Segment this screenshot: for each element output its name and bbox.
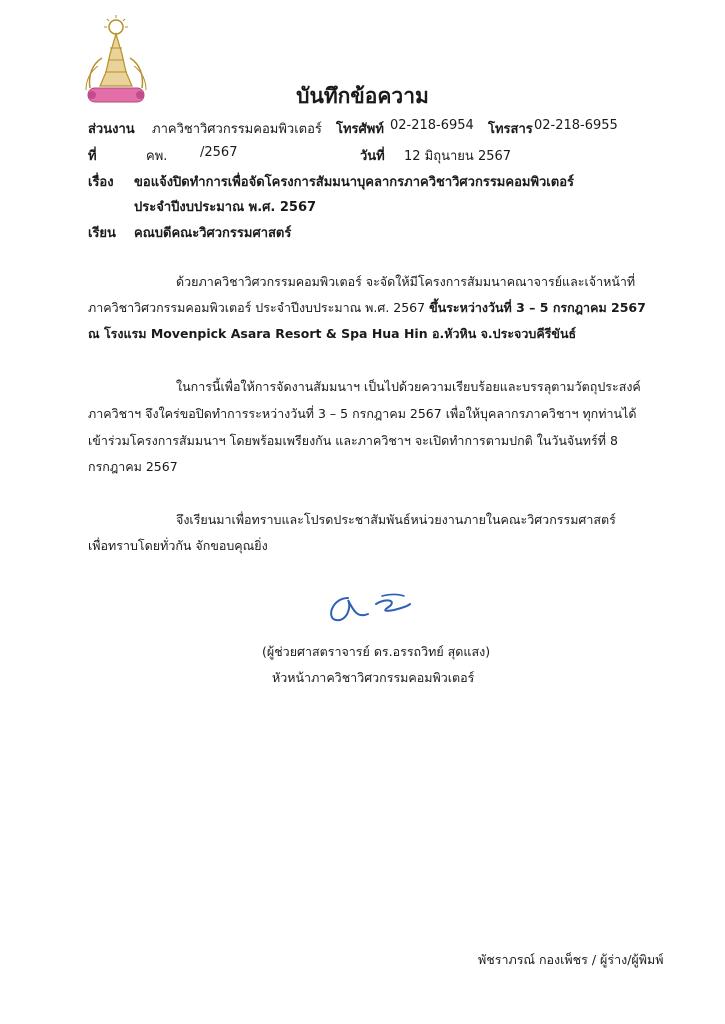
fax-value: 02-218-6955: [534, 118, 618, 133]
paragraph-2-line-3: เข้าร่วมโครงการสัมมนาฯ โดยพร้อมเพรียงกัน และภาควิชาฯ จะเปิดทำการตามปกติ ในวันจันทร์ที่ 8: [88, 433, 618, 448]
signature-icon: [318, 588, 418, 630]
fax-label: โทรสาร: [488, 122, 533, 137]
subject-line-2: ประจำปีงบประมาณ พ.ศ. 2567: [134, 200, 317, 215]
paragraph-3-line-2: เพื่อทราบโดยทั่วกัน จักขอบคุณยิ่ง: [88, 538, 268, 553]
paragraph-2-line-1: ในการนี้เพื่อให้การจัดงานสัมมนาฯ เป็นไปด้วยความเรียบร้อยและบรรลุตามวัตถุประสงค์: [176, 379, 641, 394]
reference-number: /2567: [200, 145, 238, 160]
department-value: ภาควิชาวิศวกรรมคอมพิวเตอร์: [152, 122, 322, 137]
paragraph-1-line-2: [88, 298, 646, 318]
date-value: 12 มิถุนายน 2567: [404, 149, 512, 164]
department-label: ส่วนงาน: [88, 122, 135, 137]
recipient-value: คณบดีคณะวิศวกรรมศาสตร์: [134, 226, 292, 241]
paragraph-1-line-2-text: ภาควิชาวิศวกรรมคอมพิวเตอร์ ประจำปีงบประมาณ พ.ศ. 2567: [88, 300, 430, 315]
paragraph-1-line-1: ด้วยภาควิชาวิศวกรรมคอมพิวเตอร์ จะจัดให้มีโครงการสัมมนาคณาจารย์และเจ้าหน้าที่: [176, 274, 636, 289]
seminar-dates: ขึ้นระหว่างวันที่ 3 – 5 กรกฎาคม 2567: [429, 300, 646, 315]
reference-label: ที่: [88, 149, 97, 164]
seminar-venue: ณ โรงแรม Movenpick Asara Resort & Spa Hua Hin อ.หัวหิน จ.ประจวบคีรีขันธ์: [88, 326, 577, 341]
date-label: วันที่: [360, 149, 385, 164]
reference-prefix: คพ.: [146, 149, 168, 164]
recipient-label: เรียน: [88, 226, 116, 241]
paragraph-2-line-2: ภาควิชาฯ จึงใคร่ขอปิดทำการระหว่างวันที่ 3 – 5 กรกฎาคม 2567 เพื่อให้บุคลากรภาควิชาฯ ทุกท่านได้: [88, 406, 637, 421]
signatory-position: หัวหน้าภาควิชาวิศวกรรมคอมพิวเตอร์: [272, 670, 475, 685]
drafter-note: พัชราภรณ์ กองเพ็ชร / ผู้ร่าง/ผู้พิมพ์: [478, 952, 664, 967]
memo-title: บันทึกข้อความ: [296, 84, 429, 108]
signatory-name: (ผู้ช่วยศาสตราจารย์ ดร.อรรถวิทย์ สุดแสง): [262, 644, 491, 659]
phone-label: โทรศัพท์: [336, 122, 384, 137]
paragraph-2-line-4: กรกฎาคม 2567: [88, 459, 178, 474]
paragraph-3-line-1: จึงเรียนมาเพื่อทราบและโปรดประชาสัมพันธ์หน่วยงานภายในคณะวิศวกรรมศาสตร์: [176, 512, 616, 527]
subject-line-1: ขอแจ้งปิดทำการเพื่อจัดโครงการสัมมนาบุคลากรภาควิชาวิศวกรรมคอมพิวเตอร์: [134, 175, 574, 190]
subject-label: เรื่อง: [88, 175, 114, 190]
phone-value: 02-218-6954: [390, 118, 474, 133]
